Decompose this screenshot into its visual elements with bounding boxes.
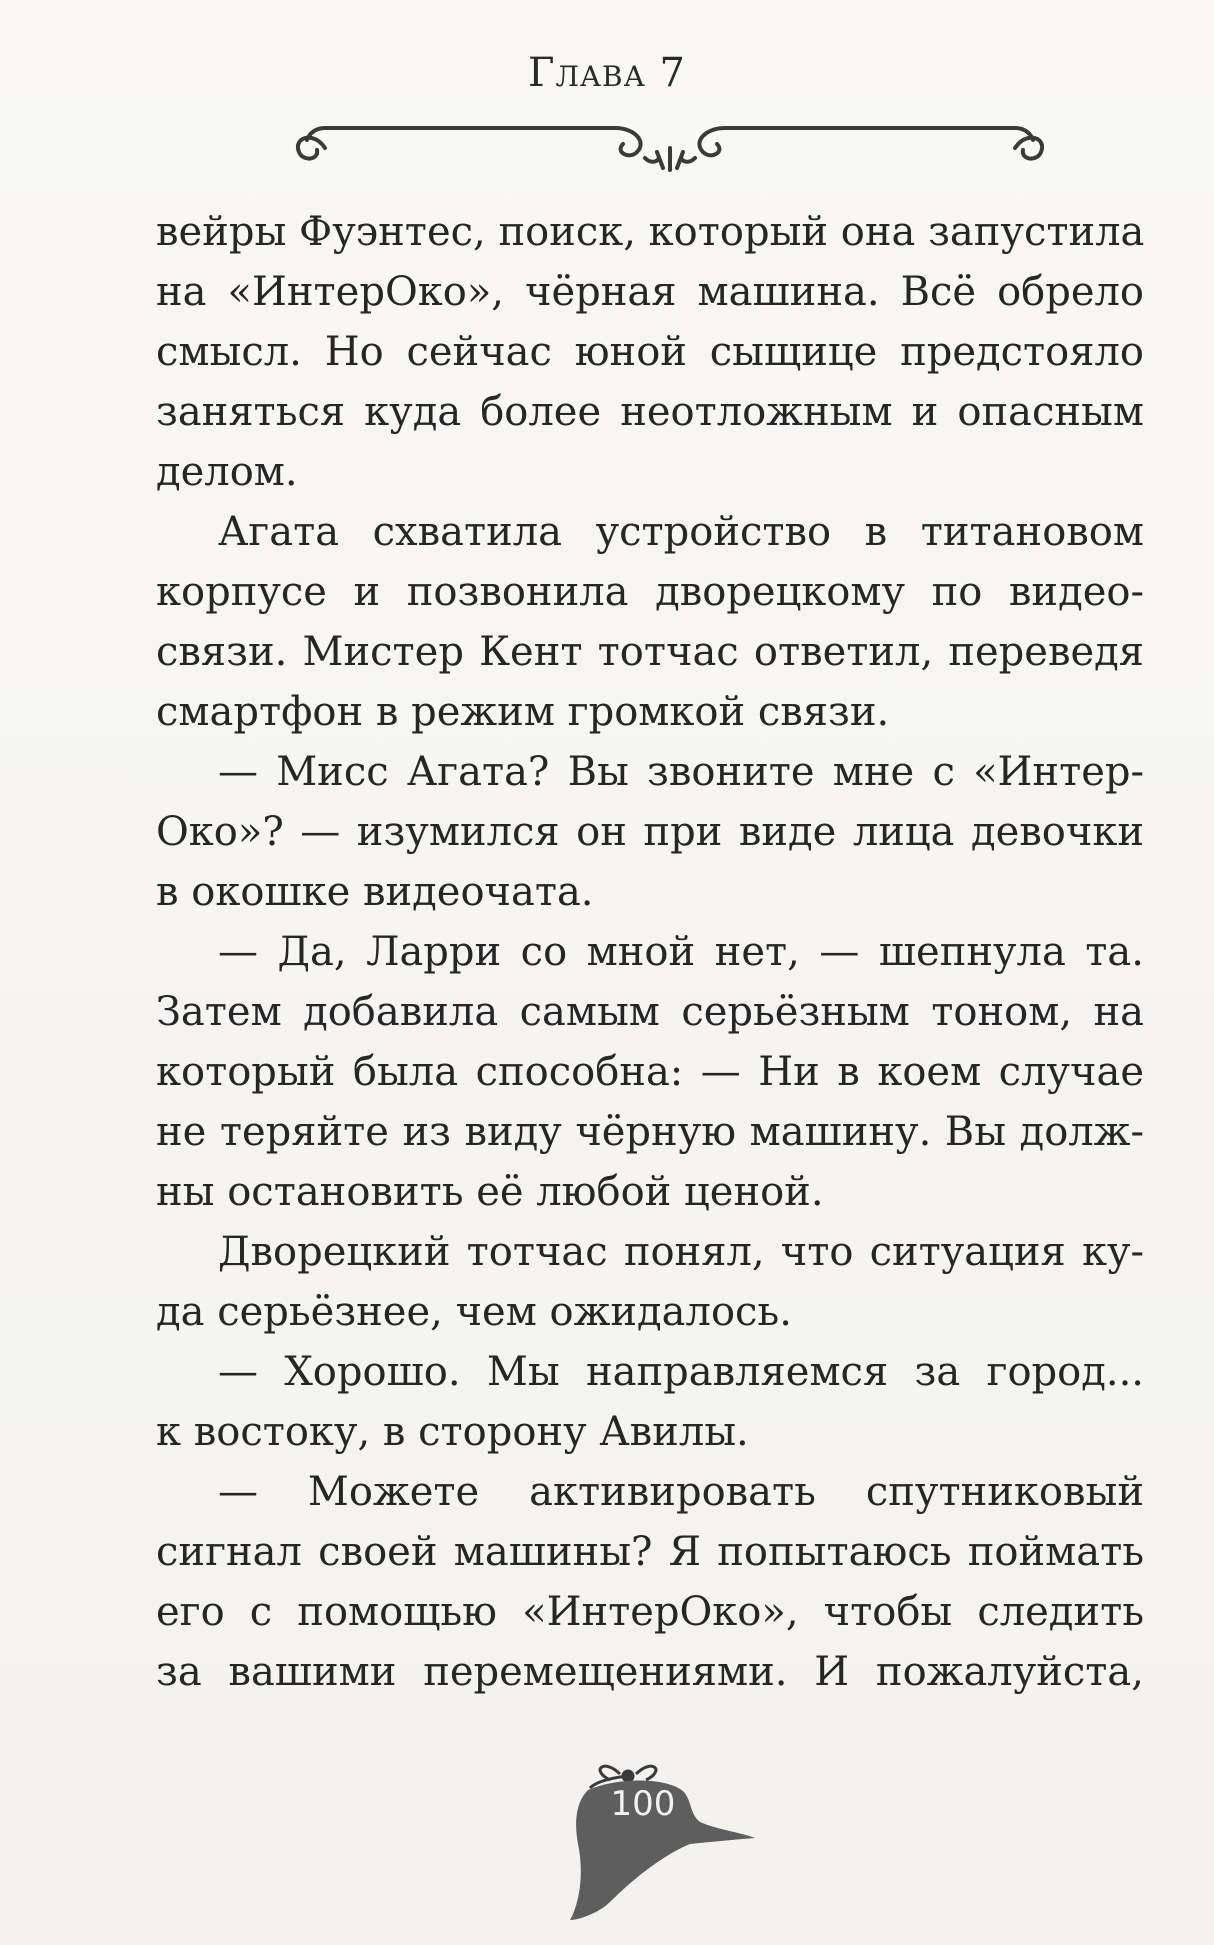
text-line: на «ИнтерОко», чёрная машина. Всё обрело	[156, 269, 1144, 315]
page-number: 100	[610, 1784, 676, 1824]
text-line: Око»? — изумился он при виде лица девочки	[156, 809, 1144, 855]
text-line: Агата схватила устройство в титановом	[218, 509, 1144, 555]
text-line: да серьёзнее, чем ожидалось.	[156, 1289, 792, 1335]
text-line: не теряйте из виду чёрную машину. Вы долж-	[156, 1109, 1144, 1155]
text-line: корпусе и позвонила дворецкому по видео-	[156, 569, 1144, 615]
text-line: который была способна: — Ни в коем случае	[156, 1049, 1144, 1095]
text-line: связи. Мистер Кент тотчас ответил, переведя	[156, 629, 1144, 675]
text-line: делом.	[156, 449, 298, 495]
text-line: вейры Фуэнтес, поиск, который она запустила	[156, 209, 1145, 255]
text-line: — Мисс Агата? Вы звоните мне с «Интер-	[218, 749, 1144, 795]
chapter-title: Глава 7	[528, 50, 686, 96]
page-number-badge-icon	[560, 1752, 760, 1922]
ornament-divider-icon	[285, 108, 1055, 178]
text-line: за вашими перемещениями. И пожалуйста,	[156, 1649, 1144, 1695]
body-text	[156, 202, 1144, 1702]
text-line: в окошке видеочата.	[156, 869, 594, 915]
text-line: смартфон в режим громкой связи.	[156, 689, 890, 735]
text-line: — Да, Ларри со мной нет, — шепнула та.	[218, 929, 1144, 975]
text-line: Дворецкий тотчас понял, что ситуация ку-	[218, 1229, 1144, 1275]
text-line: Затем добавила самым серьёзным тоном, на	[156, 989, 1144, 1035]
text-line: заняться куда более неотложным и опасным	[156, 389, 1144, 435]
text-line: к востоку, в сторону Авилы.	[156, 1409, 749, 1455]
text-line: его с помощью «ИнтерОко», чтобы следить	[156, 1589, 1144, 1635]
text-line: сигнал своей машины? Я попытаюсь поймать	[156, 1529, 1144, 1575]
text-line: ны остановить её любой ценой.	[156, 1169, 824, 1215]
text-line: — Можете активировать спутниковый	[218, 1469, 1144, 1515]
text-line: — Хорошо. Мы направляемся за город...	[218, 1349, 1144, 1395]
text-line: смысл. Но сейчас юной сыщице предстояло	[156, 329, 1144, 375]
